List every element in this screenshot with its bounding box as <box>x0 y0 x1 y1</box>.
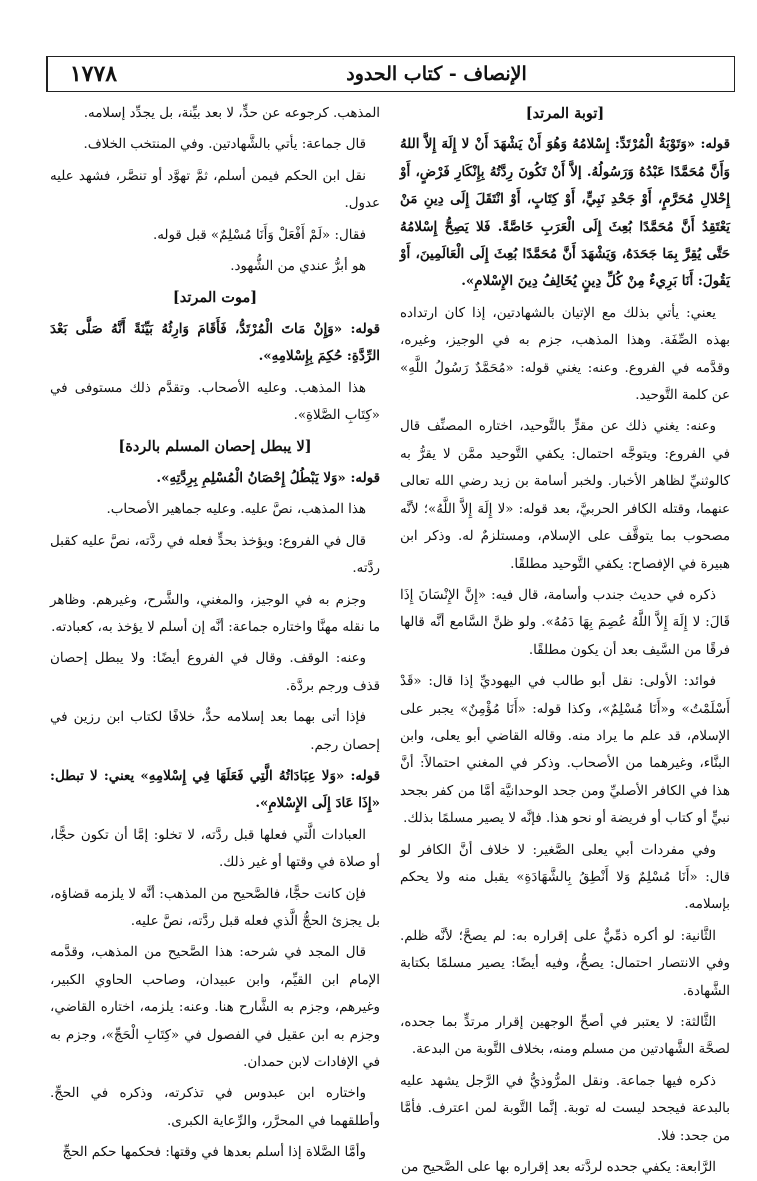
paragraph: هذا المذهب، نصَّ عليه. وعليه جماهير الأصحاب. <box>106 502 366 518</box>
paragraph: المذهب. كرجوعه عن حدٍّ، لا بعد بيِّنة، بل يجدِّد إسلامه. <box>83 106 380 121</box>
paragraph: ذكره في حديث جندب وأسامة، قال فيه: «إِنَّ الإِنْسَانَ إِذَا قَالَ: لا إِلَهَ إِلاَّ اللَّهُ عُصِمَ بِهَا دَمُهُ». ولو ظنَّ السَّامع أنَّه قالها فرقًا من السَّيف بعد أن يكون مطلقًا. <box>400 587 730 658</box>
section-heading: [توبة المرتد] <box>525 105 605 122</box>
paragraph: فإن كانت حجًّا، فالصَّحيح من المذهب: أنَّه لا يلزمه قضاؤه، بل يجزئ الحجُّ الَّذي فعله قبل ردَّته، نصَّ عليه. <box>50 886 380 929</box>
left-column <box>50 100 380 1161</box>
paragraph: هذا المذهب. وعليه الأصحاب. وتقدَّم ذلك مستوفى في «كِتَابِ الصَّلاةِ». <box>50 380 380 424</box>
paragraph: هو أبرُّ عندي من الشُّهود. <box>230 259 366 275</box>
paragraph: يعني: يأتي بذلك مع الإتيان بالشهادتين، إذا كان ارتداده بهذه الصِّفَة. وهذا المذهب، جزم به في الوجيز، وغيره، وقدَّمه في الفروع. وعنه: يغني قوله: «مُحَمَّدٌ رَسُولُ اللَّهِ» عن كلمة التَّوحيد. <box>400 305 730 404</box>
paragraph: الرَّابعة: يكفي جحده لردَّته بعد إقراره بها على الصَّحيح من <box>400 1160 716 1176</box>
quote-paragraph: قوله: «وَإِنْ مَاتَ الْمُرْتَدُّ، فَأَقَامَ وَارِثُهُ بَيِّنَةً أَنَّهُ صَلَّى بَعْدَ الرِّدَّةِ: حُكِمَ بِإِسْلامِهِ». <box>50 320 380 365</box>
quote-paragraph: قوله: «وَلا عِبَادَاتُهُ الَّتِي فَعَلَهَا فِي إِسْلامِهِ» يعني: لا تبطل: «إِذَا عَادَ إِلَى الإِسْلامِ». <box>50 767 380 812</box>
right-column <box>400 100 730 1176</box>
paragraph: وأمَّا الصَّلاة إذا أسلم بعدها في وقتها: فحكمها حكم الحجِّ <box>62 1145 366 1161</box>
section-heading: [موت المرتد] <box>172 289 258 307</box>
paragraph: نقل ابن الحكم فيمن أسلم، ثمَّ تهوَّد أو تنصَّر، فشهد عليه عدول. <box>50 168 380 212</box>
paragraph: وجزم به في الوجيز، والمغني، والشَّرح، وغيرهم. وظاهر ما نقله مهنَّا واختاره جماعة: أنَّه إن أسلم لا يؤخذ به، كعبادته. <box>50 592 380 635</box>
paragraph: قال جماعة: يأتي بالشَّهادتين. وفي المنتخب الخلاف. <box>83 137 366 153</box>
paragraph: فوائد: الأولى: نقل أبو طالب في اليهوديِّ إذا قال: «قَدْ أَسْلَمْتُ» و«أَنَا مُسْلِمٌ»، وكذا قوله: «أَنَا مُؤْمِنٌ» يجبر على الإسلام، قد علم ما يراد منه. وقاله القاضي أبو يعلى، وابن البنَّاء، وغيرهما من الأصحاب. وذكر في المغني احتمالاً: أنَّ هذا في الكافر الأصليِّ ومن جحد الوحدانيَّة أمَّا من كفر بجحد نبيٍّ أو كتاب أو فريضة أو نحو هذا. فإنَّه لا يصير مسلمًا بذلك. <box>400 674 730 827</box>
paragraph: الثَّالثة: لا يعتبر في أصحِّ الوجهين إقرار مرتدٍّ بما جحده، لصحَّة الشَّهادتين من مسلم ومنه، بخلاف التَّوبة من البدعة. <box>400 1015 730 1058</box>
paragraph: العبادات الَّتي فعلها قبل ردَّته، لا تخلو: إمَّا أن تكون حجًّا، أو صلاة في وقتها أو غير ذلك. <box>50 827 380 871</box>
paragraph: واختاره ابن عبدوس في تذكرته، وذكره في الحجِّ. وأطلقهما في المحرَّر، والرِّعاية الكبرى. <box>50 1086 380 1129</box>
paragraph: ذكره فيها جماعة. ونقل المرُّوذيُّ في الرَّجل يشهد عليه بالبدعة فيجحد ليست له توبة. إنَّما التَّوبة لمن اعترف. فأمَّا من جحد: فلا. <box>400 1073 730 1144</box>
page-header <box>46 56 735 92</box>
quote-paragraph: قوله: «وَلا يَبْطُلُ إِحْصَانُ الْمُسْلِمِ بِرِدَّتِهِ». <box>156 469 380 486</box>
paragraph: وعنه: يغني ذلك عن مقرٍّ بالتَّوحيد، اختاره المصنِّف قال في الفروع: ويتوجَّه احتمال: يكفي التَّوحيد ممَّن لا يقرُّ به كالوثنيِّ لظاهر الأخبار. ولخبر أسامة بن زيد رضي الله تعالى عنهما، وقتله الكافر الحربيَّ، بعد قوله: «لا إِلَهَ إِلاَّ اللَّهُ»؛ لأنَّه مصحوب بما يتوقَّف على الإسلام، ومستلزمٌ له. وذكر ابن هبيرة في الإفصاح: يكفي التَّوحيد مطلقًا. <box>400 419 730 572</box>
page-number: ١٧٧٨ <box>47 57 139 91</box>
section-heading: [لا يبطل إحصان المسلم بالردة] <box>118 438 312 456</box>
paragraph: فإذا أتى بهما بعد إسلامه حدٌّ، خلافًا لكتاب ابن رزين في إحصان رجم. <box>50 710 380 753</box>
quote-paragraph: قوله: «وَتَوْبَةُ الْمُرْتَدِّ: إِسْلامُهُ وَهُوَ أَنْ يَشْهَدَ أَنْ لا إِلَهَ إِلاَّ اللهُ وَأَنَّ مُحَمَّدًا عَبْدُهُ وَرَسُولُهُ. إلاَّ أَنْ تَكُونَ رِدَّتُهُ بِإِنْكَارِ فَرْضٍ، أَوْ إِحْلالِ مُحَرَّمٍ، أَوْ جَحْدِ نَبِيٍّ، أَوْ كِتَابٍ، أَوْ انْتَقَلَ إِلَى دِينِ مَنْ يَعْتَقِدُ أَنَّ مُحَمَّدًا بُعِثَ إِلَى الْعَرَبِ خَاصَّةً. فَلا يَصِحُّ إِسْلامُهُ حَتَّى يُقِرَّ بِمَا جَحَدَهُ، وَيَشْهَدَ أَنَّ مُحَمَّدًا بُعِثَ إِلَى الْعَالَمِينَ، أَوْ يَقُولَ: أَنَا بَرِيءٌ مِنْ كُلِّ دِينٍ يُخَالِفُ دِينَ الإِسْلامِ». <box>400 136 730 290</box>
paragraph: وفي مفردات أبي يعلى الصَّغير: لا خلاف أنَّ الكافر لو قال: «أَنَا مُسْلِمٌ وَلا أَنْطِقُ بِالشَّهَادَةِ» يقبل منه ولا يحكم بإسلامه. <box>400 842 730 913</box>
paragraph: قال المجد في شرحه: هذا الصَّحيح من المذهب، وقدَّمه الإمام ابن القيِّم، وابن عبيدان، وصاحب الحاوي الكبير، وغيرهم، وجزم به الشَّارح هنا. وعنه: يلزمه، اختاره القاضي، وجزم به ابن عقيل في الفصول في «كِتَابِ الْحَجِّ»، وجزم به في الإفادات لابن حمدان. <box>50 945 380 1070</box>
paragraph: فقال: «لَمْ أَفْعَلْ وَأَنَا مُسْلِمٌ» قبل قوله. <box>152 227 366 243</box>
paragraph: قال في الفروع: ويؤخذ بحدٍّ فعله في ردَّته، نصَّ عليه كقبل ردَّته. <box>50 533 380 577</box>
paragraph: الثَّانية: لو أكره ذمِّيٌّ على إقراره به: لم يصحَّ؛ لأنَّه ظلم. وفي الانتصار احتمال: يصحُّ، وفيه أيضًا: يصير مسلمًا بكتابة الشَّهادة. <box>400 928 730 999</box>
paragraph: وعنه: الوقف. وقال في الفروع أيضًا: ولا يبطل إحصان قذف ورجم بردَّة. <box>50 651 380 694</box>
running-title: الإنصاف - كتاب الحدود <box>346 63 527 85</box>
